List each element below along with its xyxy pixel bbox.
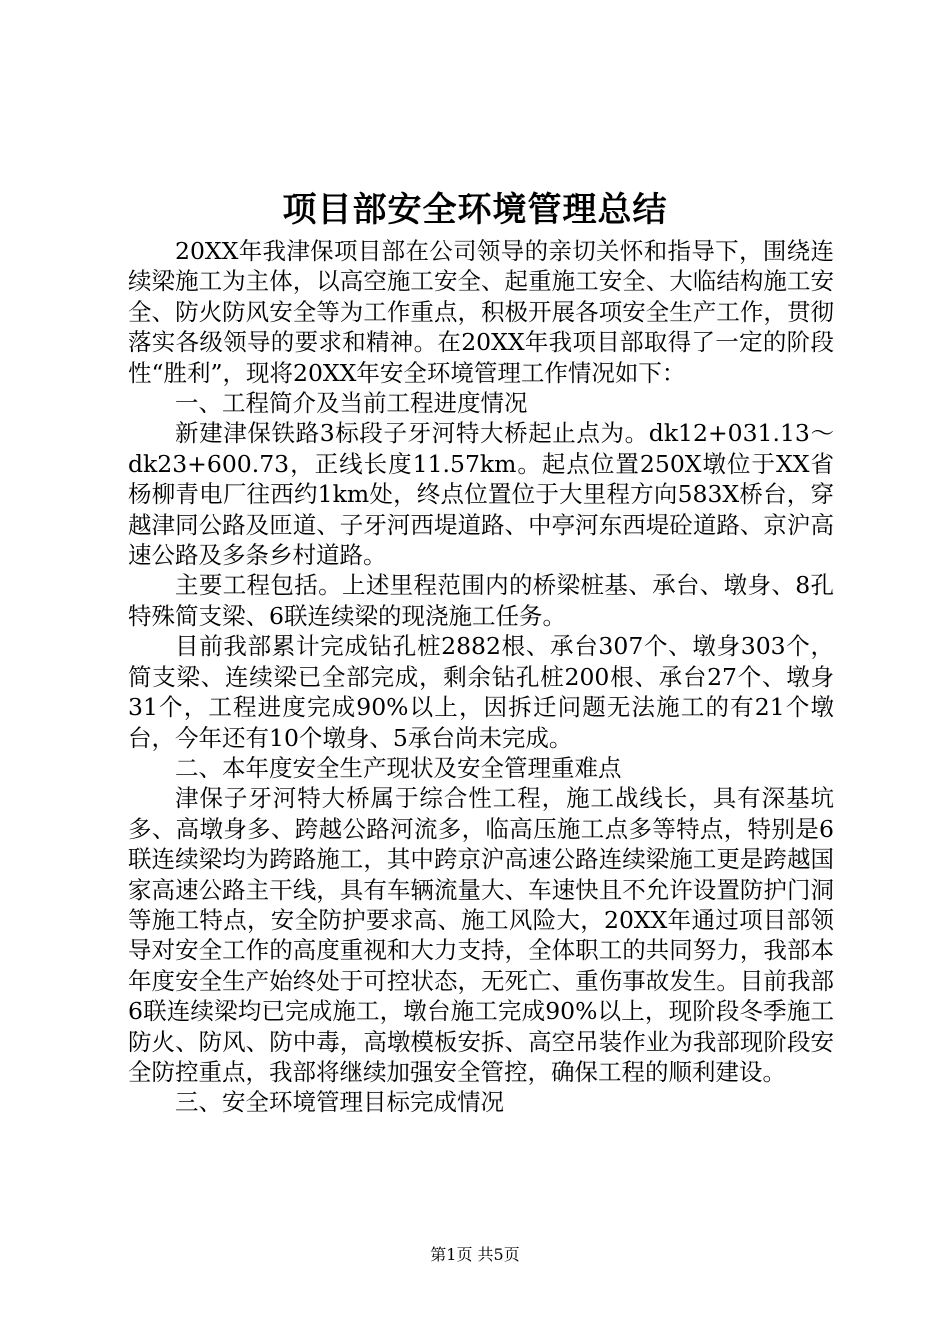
section-heading-1: 一、工程简介及当前工程进度情况 (175, 389, 528, 418)
intro-paragraph: 20XX年我津保项目部在公司领导的亲切关怀和指导下，围绕连续梁施工为主体，以高空施工安全、起重施工安全、大临结构施工安全、防火防风安全等为工作重点，积极开展各项安全生产工作，贯彻落实各级领导的要求和精神。在20XX年我项目部取得了一定的阶段性“胜利”，现将20XX年安全环境管理工作情况如下： (128, 237, 834, 387)
section-heading-3: 三、安全环境管理目标完成情况 (175, 1088, 504, 1117)
project-overview-paragraph: 新建津保铁路3标段子牙河特大桥起止点为。dk12+031.13～dk23+600.73，正线长度11.57km。起点位置250X墩位于XX省杨柳青电厂往西约1km处，终点位置位于大里程方向583X桥台，穿越津同公路及匝道、子牙河西堤道路、中亭河东西堤砼道路、京沪高速公路及多条乡村道路。 (128, 419, 834, 570)
document-title: 项目部安全环境管理总结 (282, 190, 668, 230)
main-works-paragraph: 主要工程包括。上述里程范围内的桥梁桩基、承台、墩身、8孔特殊简支梁、6联连续梁的现浇施工任务。 (128, 571, 834, 630)
progress-paragraph: 目前我部累计完成钻孔桩2882根、承台307个、墩身303个，简支梁、连续梁已全部完成，剩余钻孔桩200根、承台27个、墩身31个，工程进度完成90%以上，因拆迁问题无法施工的有21个墩台，今年还有10个墩身、5承台尚未完成。 (128, 632, 834, 752)
section-heading-2: 二、本年度安全生产现状及安全管理重难点 (175, 753, 622, 782)
safety-status-paragraph: 津保子牙河特大桥属于综合性工程，施工战线长，具有深基坑多、高墩身多、跨越公路河流多，临高压施工点多等特点，特别是6联连续梁均为跨路施工，其中跨京沪高速公路连续梁施工更是跨越国家高速公路主干线，具有车辆流量大、车速快且不允许设置防护门洞等施工特点，安全防护要求高、施工风险大，20XX年通过项目部领导对安全工作的高度重视和大力支持，全体职工的共同努力，我部本年度安全生产始终处于可控状态，无死亡、重伤事故发生。目前我部6联连续梁均已完成施工，墩台施工完成90%以上，现阶段冬季施工防火、防风、防中毒，高墩模板安拆、高空吊装作业为我部现阶段安全防控重点，我部将继续加强安全管控，确保工程的顺利建设。 (128, 784, 834, 1086)
document-body (128, 236, 834, 1118)
page-number: 第1页 共5页 (430, 1245, 520, 1264)
